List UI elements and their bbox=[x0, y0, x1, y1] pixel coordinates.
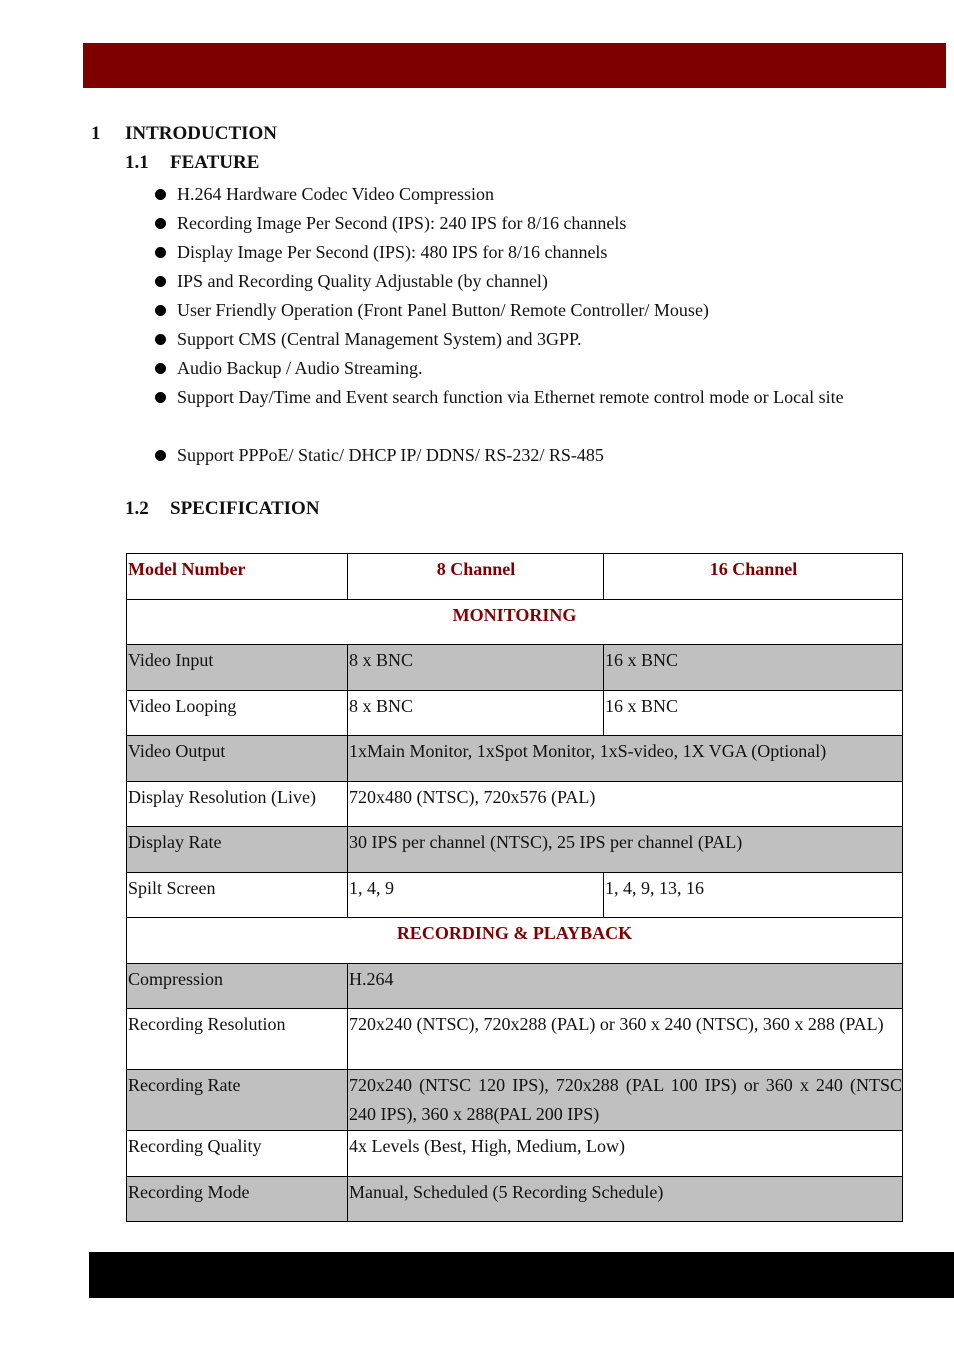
table-row bbox=[127, 827, 903, 873]
row-label: Recording Resolution bbox=[127, 1009, 348, 1070]
header-model-number: Model Number bbox=[127, 554, 348, 600]
subsection-number: 1.2 bbox=[125, 498, 149, 519]
row-label: Video Input bbox=[127, 645, 348, 691]
bullet-icon bbox=[155, 218, 166, 229]
header-8-channel: 8 Channel bbox=[348, 554, 604, 600]
cell-8-channel: 8 x BNC bbox=[348, 690, 604, 736]
cell-value: 1xMain Monitor, 1xSpot Monitor, 1xS-video, 1X VGA (Optional) bbox=[348, 736, 903, 782]
list-item: Support PPPoE/ Static/ DHCP IP/ DDNS/ RS-232/ RS-485 bbox=[155, 441, 875, 470]
table-header-row bbox=[127, 554, 903, 600]
list-item: Support Day/Time and Event search function via Ethernet remote control mode or Local site bbox=[155, 383, 875, 441]
subsection-heading-specification bbox=[125, 498, 320, 520]
row-label: Spilt Screen bbox=[127, 872, 348, 918]
row-label: Display Resolution (Live) bbox=[127, 781, 348, 827]
list-item: Display Image Per Second (IPS): 480 IPS for 8/16 channels bbox=[155, 238, 875, 267]
feature-list bbox=[155, 180, 875, 470]
row-label: Video Looping bbox=[127, 690, 348, 736]
list-item: Audio Backup / Audio Streaming. bbox=[155, 354, 875, 383]
cell-value: H.264 bbox=[348, 963, 903, 1009]
bullet-icon bbox=[155, 189, 166, 200]
bullet-icon bbox=[155, 247, 166, 258]
table-row bbox=[127, 1070, 903, 1131]
cell-value: 30 IPS per channel (NTSC), 25 IPS per channel (PAL) bbox=[348, 827, 903, 873]
table-row bbox=[127, 781, 903, 827]
list-item: H.264 Hardware Codec Video Compression bbox=[155, 180, 875, 209]
cell-value: 720x240 (NTSC), 720x288 (PAL) or 360 x 240 (NTSC), 360 x 288 (PAL) bbox=[348, 1009, 903, 1070]
cell-8-channel: 8 x BNC bbox=[348, 645, 604, 691]
table-row bbox=[127, 1176, 903, 1222]
cell-16-channel: 16 x BNC bbox=[604, 690, 903, 736]
table-row bbox=[127, 1131, 903, 1177]
cell-16-channel: 16 x BNC bbox=[604, 645, 903, 691]
subsection-number: 1.1 bbox=[125, 152, 149, 173]
subsection-title: FEATURE bbox=[170, 152, 260, 173]
cell-value: 4x Levels (Best, High, Medium, Low) bbox=[348, 1131, 903, 1177]
row-label: Compression bbox=[127, 963, 348, 1009]
section-row-recording bbox=[127, 918, 903, 964]
section-row-monitoring bbox=[127, 599, 903, 645]
row-label: Recording Quality bbox=[127, 1131, 348, 1177]
cell-8-channel: 1, 4, 9 bbox=[348, 872, 604, 918]
section-label: RECORDING & PLAYBACK bbox=[127, 918, 903, 964]
row-label: Recording Rate bbox=[127, 1070, 348, 1131]
bullet-icon bbox=[155, 334, 166, 345]
cell-16-channel: 1, 4, 9, 13, 16 bbox=[604, 872, 903, 918]
footer-bar bbox=[89, 1252, 954, 1298]
table-row bbox=[127, 963, 903, 1009]
section-title: INTRODUCTION bbox=[125, 123, 278, 144]
specification-table bbox=[126, 553, 903, 1222]
list-item: User Friendly Operation (Front Panel Button/ Remote Controller/ Mouse) bbox=[155, 296, 875, 325]
bullet-icon bbox=[155, 305, 166, 316]
header-16-channel: 16 Channel bbox=[604, 554, 903, 600]
list-item: IPS and Recording Quality Adjustable (by channel) bbox=[155, 267, 875, 296]
table-row bbox=[127, 1009, 903, 1070]
bullet-icon bbox=[155, 363, 166, 374]
subsection-heading-feature bbox=[125, 152, 259, 174]
header-bar bbox=[83, 43, 946, 88]
cell-value: Manual, Scheduled (5 Recording Schedule) bbox=[348, 1176, 903, 1222]
table-row bbox=[127, 690, 903, 736]
list-item: Support CMS (Central Management System) and 3GPP. bbox=[155, 325, 875, 354]
subsection-title: SPECIFICATION bbox=[170, 498, 320, 519]
table-row bbox=[127, 736, 903, 782]
bullet-icon bbox=[155, 450, 166, 461]
row-label: Recording Mode bbox=[127, 1176, 348, 1222]
cell-value: 720x240 (NTSC 120 IPS), 720x288 (PAL 100 IPS) or 360 x 240 (NTSC 240 IPS), 360 x 288(PAL 200 IPS) bbox=[348, 1070, 903, 1131]
table-row bbox=[127, 645, 903, 691]
bullet-icon bbox=[155, 276, 166, 287]
table-row bbox=[127, 872, 903, 918]
section-heading-introduction bbox=[91, 123, 277, 145]
section-number: 1 bbox=[91, 123, 101, 144]
cell-value: 720x480 (NTSC), 720x576 (PAL) bbox=[348, 781, 903, 827]
row-label: Video Output bbox=[127, 736, 348, 782]
bullet-icon bbox=[155, 392, 166, 403]
row-label: Display Rate bbox=[127, 827, 348, 873]
list-item: Recording Image Per Second (IPS): 240 IPS for 8/16 channels bbox=[155, 209, 875, 238]
section-label: MONITORING bbox=[127, 599, 903, 645]
